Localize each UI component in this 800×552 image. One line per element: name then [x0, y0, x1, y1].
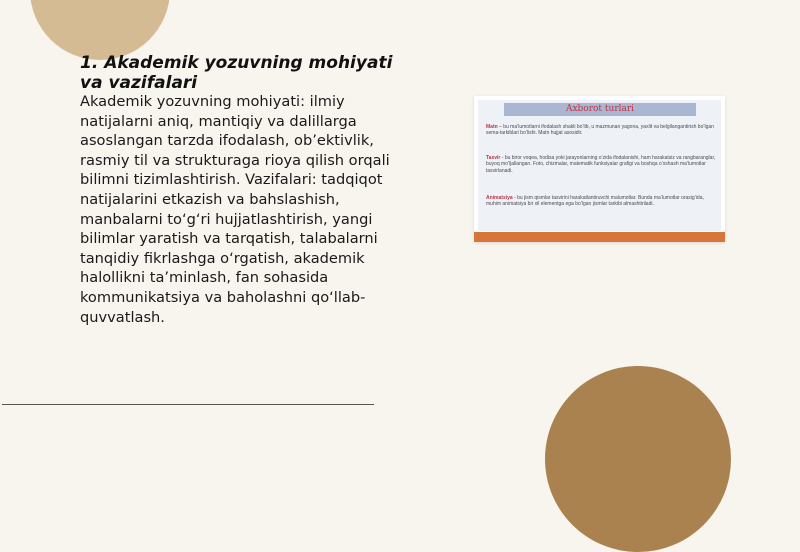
figure-item-text	[486, 124, 716, 137]
decorative-circle-top	[30, 0, 170, 60]
slide-title: 1. Akademik yozuvning mohiyati va vazifalari	[80, 53, 393, 93]
figure-panel	[478, 100, 721, 231]
figure-item-animation	[486, 195, 716, 208]
figure-item-term: Matn	[486, 124, 498, 130]
figure-item-description: - bu biror voqea, hodisa yoki jarayonlarning o‘zida ifodalanishi, ham harakatsiz va rangbaranglar, buyoq mo‘ljallangan. Foto, chizmalar, matematik funksiyalar grafigi va boshqa o‘xshash ma’lumotlar tasvirlanadi.	[486, 155, 716, 174]
slide-body-text: Akademik yozuvning mohiyati: ilmiy natijalarni aniq, mantiqiy va dalillarga asoslangan tarzda ifodalash, ob’ektivlik, rasmiy til va strukturaga rioya qilish orqali bilimni tizimlashtirish. Vazifalari: tadqiqot natijalarini etkazish va bahslashish, manbalarni to‘g‘ri hujjatlashtirish, yangi bilimlar yaratish va tarqatish, talabalarni tanqidiy fikrlashga o‘rgatish, akademik halollikni ta’minlash, fan sohasida kommunikatsiya va baholashni qo‘llab-quvvatlash.	[80, 93, 390, 326]
figure-item-description: - bu jism qismlar tasvirini harakatlantiruvchi malumotlar. Bunda ma’lumotlar orasig‘ida, muhim animatsiya bir xil elementga ega bo‘lgan jismlar tarkibi almashtiriladi.	[486, 195, 704, 208]
information-types-figure	[474, 96, 725, 242]
figure-item-description: – bu ma’lumotlarni ifodalash shakli bo‘lib, u mazmunan yagona, yaxlit va belgilangantirish bo‘lgan sema-tarkiblari bo‘lishi. Matn hujjat asosidir.	[486, 124, 714, 137]
decorative-circle-bottom	[545, 366, 731, 552]
horizontal-divider	[2, 404, 374, 405]
figure-accent-bar	[474, 232, 725, 242]
figure-heading: Axborot turlari	[504, 103, 696, 116]
figure-item-image	[486, 155, 716, 174]
figure-item-term: Animatsiya	[486, 195, 513, 201]
figure-item-term: Tasvir	[486, 155, 501, 161]
